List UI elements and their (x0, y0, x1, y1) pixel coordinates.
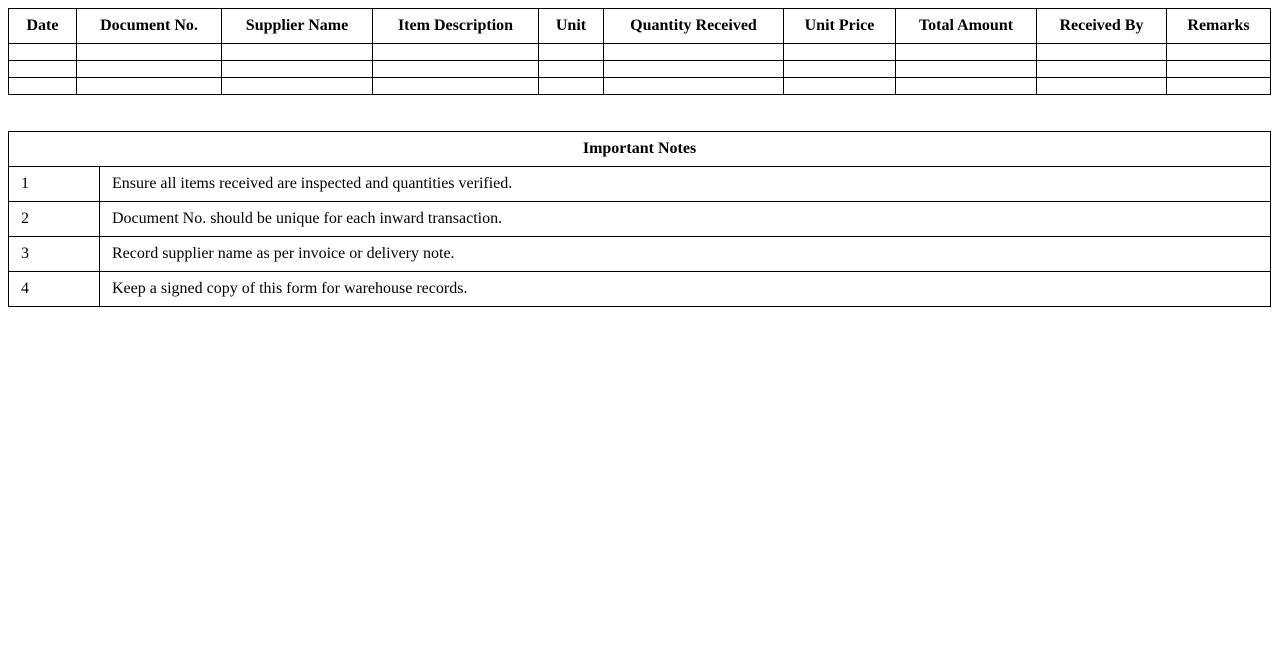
cell-received-by[interactable] (1037, 44, 1167, 61)
note-row (9, 202, 1271, 237)
cell-supplier-name[interactable] (222, 44, 373, 61)
note-number: 3 (9, 237, 100, 272)
cell-unit-price[interactable] (784, 78, 896, 95)
column-header-unit-price: Unit Price (784, 9, 896, 44)
note-row (9, 167, 1271, 202)
cell-document-no[interactable] (77, 61, 222, 78)
cell-remarks[interactable] (1167, 61, 1271, 78)
notes-header-row (9, 132, 1271, 167)
cell-remarks[interactable] (1167, 44, 1271, 61)
note-text: Ensure all items received are inspected and quantities verified. (100, 167, 1271, 202)
column-header-received-by: Received By (1037, 9, 1167, 44)
cell-date[interactable] (9, 78, 77, 95)
column-header-item-description: Item Description (373, 9, 539, 44)
cell-unit[interactable] (539, 44, 604, 61)
cell-total-amount[interactable] (896, 78, 1037, 95)
table-header-row (9, 9, 1271, 44)
note-number: 4 (9, 272, 100, 307)
cell-item-description[interactable] (373, 78, 539, 95)
column-header-quantity-received: Quantity Received (604, 9, 784, 44)
cell-supplier-name[interactable] (222, 78, 373, 95)
cell-unit[interactable] (539, 78, 604, 95)
inward-register-table (8, 8, 1271, 95)
cell-quantity-received[interactable] (604, 44, 784, 61)
note-number: 2 (9, 202, 100, 237)
cell-unit-price[interactable] (784, 44, 896, 61)
column-header-document-no: Document No. (77, 9, 222, 44)
cell-supplier-name[interactable] (222, 61, 373, 78)
table-row (9, 78, 1271, 95)
cell-item-description[interactable] (373, 61, 539, 78)
cell-quantity-received[interactable] (604, 61, 784, 78)
note-text: Keep a signed copy of this form for warehouse records. (100, 272, 1271, 307)
cell-received-by[interactable] (1037, 61, 1167, 78)
table-body (9, 44, 1271, 95)
notes-title: Important Notes (9, 132, 1271, 167)
note-text: Record supplier name as per invoice or delivery note. (100, 237, 1271, 272)
cell-total-amount[interactable] (896, 61, 1037, 78)
column-header-supplier-name: Supplier Name (222, 9, 373, 44)
cell-date[interactable] (9, 61, 77, 78)
note-text: Document No. should be unique for each inward transaction. (100, 202, 1271, 237)
column-header-total-amount: Total Amount (896, 9, 1037, 44)
cell-total-amount[interactable] (896, 44, 1037, 61)
cell-received-by[interactable] (1037, 78, 1167, 95)
cell-unit[interactable] (539, 61, 604, 78)
note-row (9, 237, 1271, 272)
important-notes-table (8, 131, 1271, 307)
cell-document-no[interactable] (77, 44, 222, 61)
column-header-date: Date (9, 9, 77, 44)
cell-quantity-received[interactable] (604, 78, 784, 95)
cell-unit-price[interactable] (784, 61, 896, 78)
cell-date[interactable] (9, 44, 77, 61)
cell-item-description[interactable] (373, 44, 539, 61)
note-number: 1 (9, 167, 100, 202)
table-row (9, 44, 1271, 61)
column-header-unit: Unit (539, 9, 604, 44)
column-header-remarks: Remarks (1167, 9, 1271, 44)
table-row (9, 61, 1271, 78)
cell-document-no[interactable] (77, 78, 222, 95)
note-row (9, 272, 1271, 307)
cell-remarks[interactable] (1167, 78, 1271, 95)
